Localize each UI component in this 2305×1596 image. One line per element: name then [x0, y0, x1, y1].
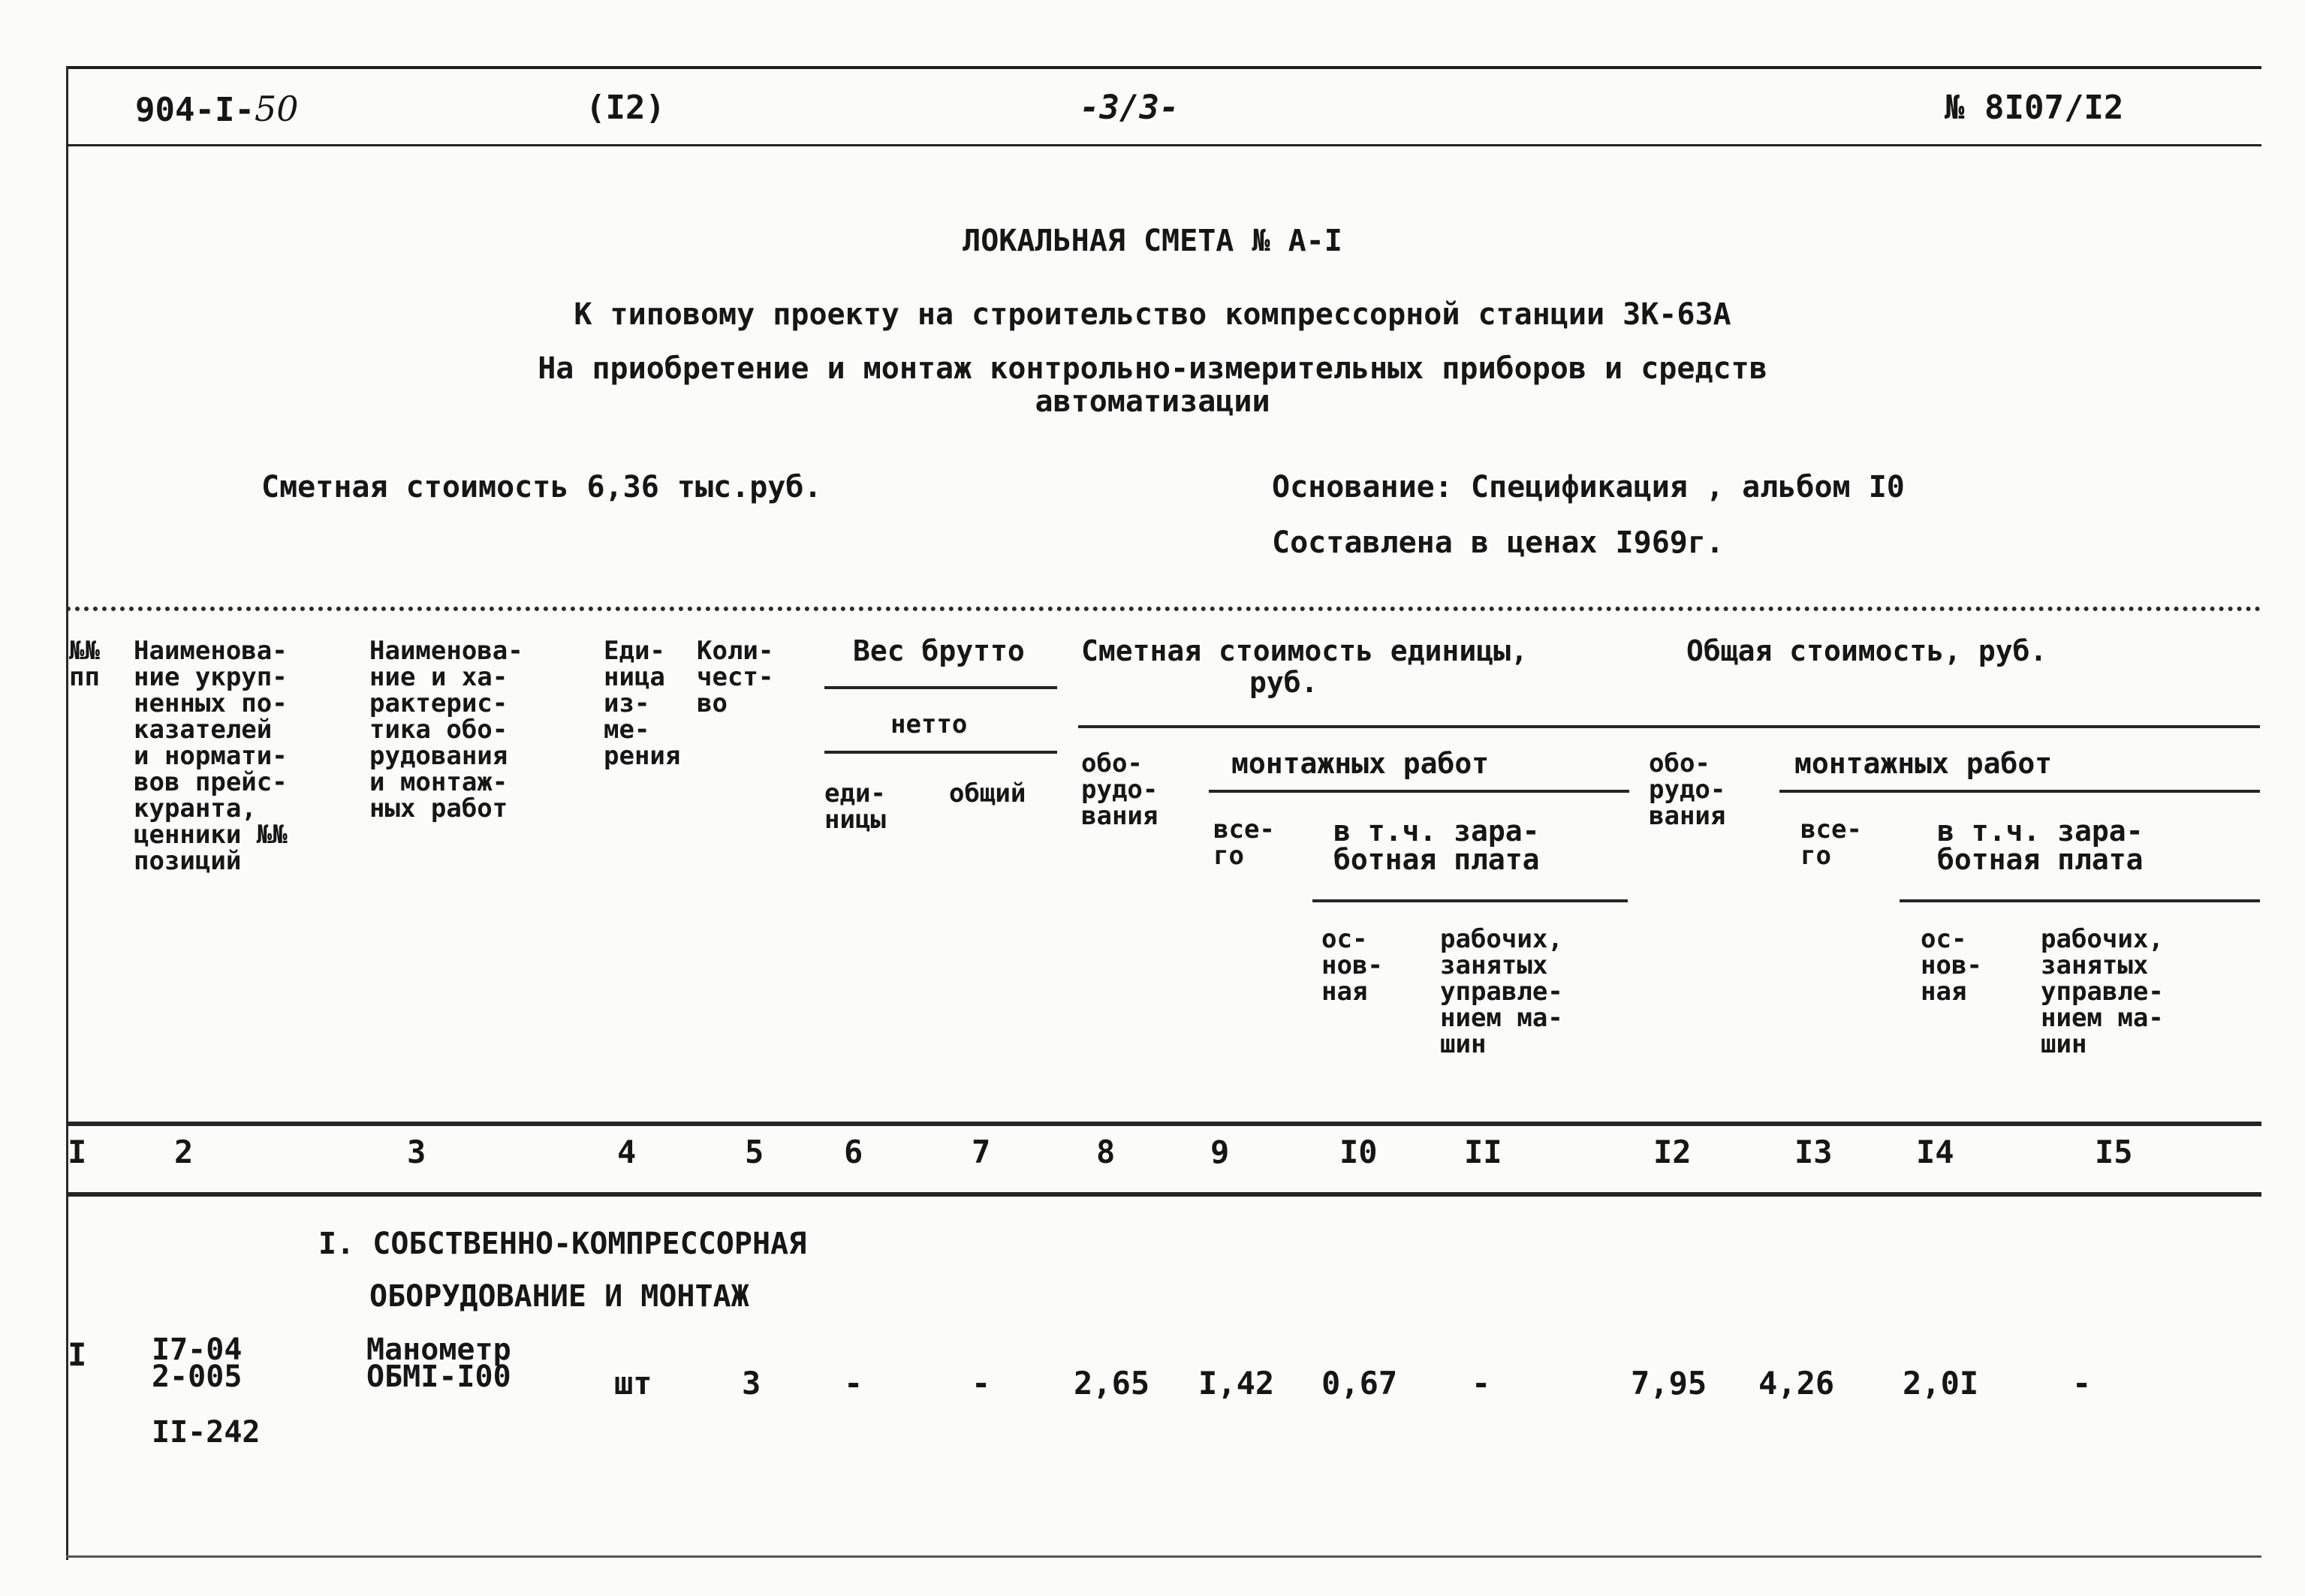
- col-header-1: №№ пп: [69, 636, 100, 692]
- incl-salary-rule-2: [1900, 899, 2260, 902]
- sheet-part: (I2): [586, 89, 665, 127]
- sheet-bottom-border: [66, 1555, 2261, 1558]
- mount-works-header: монтажных работ: [1231, 747, 1490, 780]
- mount-works-rule-2: [1779, 790, 2260, 793]
- header-rule: [66, 144, 2261, 146]
- item-name-2: ОБМI-I00: [366, 1360, 511, 1394]
- incl-salary-header-2: в т.ч. зара- ботная плата: [1937, 815, 2144, 876]
- table-top-rule: [66, 607, 2261, 611]
- unit-cost-group-header-2: руб.: [1249, 666, 1318, 699]
- unit-mount-machine-salary: -: [1472, 1365, 1491, 1402]
- col-header-5: Коли- чест- во: [697, 636, 774, 718]
- col-number: I4: [1916, 1134, 1954, 1170]
- col-header-9: все- го: [1213, 815, 1275, 871]
- weight-total: -: [972, 1365, 991, 1402]
- col-header-11: рабочих, занятых управле- нием ма- шин: [1440, 924, 1563, 1059]
- total-equipment-cost: 7,95: [1631, 1365, 1707, 1402]
- total-cost-group-header: Общая стоимость, руб.: [1686, 634, 2047, 667]
- total-machine-salary: -: [2072, 1365, 2092, 1402]
- col-header-13: все- го: [1800, 815, 1862, 871]
- header-bottom-rule: [66, 1122, 2261, 1126]
- doc-subtitle-3: автоматизации: [1035, 384, 1270, 419]
- total-mount-cost: 4,26: [1758, 1365, 1835, 1402]
- col-number: 4: [617, 1134, 637, 1170]
- col-header-15: рабочих, занятых управле- нием ма- шин: [2041, 924, 2164, 1059]
- col-number: I3: [1794, 1134, 1833, 1170]
- estimated-cost: Сметная стоимость 6,36 тыс.руб.: [261, 470, 822, 504]
- incl-salary-header: в т.ч. зара- ботная плата: [1333, 815, 1540, 876]
- quantity: 3: [742, 1365, 761, 1402]
- unit-equipment-cost: 2,65: [1074, 1365, 1150, 1402]
- col-header-14: ос- нов- ная: [1921, 924, 1982, 1007]
- col-number: 8: [1096, 1134, 1116, 1170]
- col-number: I: [68, 1134, 87, 1170]
- row-number: I: [68, 1336, 87, 1373]
- doc-subtitle-2: На приобретение и монтаж контрольно-измерительных приборов и средств: [538, 351, 1767, 386]
- col-header-12: обо- рудо- вания: [1649, 748, 1726, 831]
- doc-code-suffix: 50: [254, 89, 299, 129]
- unit: шт: [614, 1365, 652, 1402]
- price-code-1: I7-04: [152, 1333, 243, 1367]
- doc-code: [135, 89, 299, 129]
- cost-groups-rule: [1078, 725, 2260, 728]
- col-number: 6: [844, 1134, 863, 1170]
- col-header-6: еди- ницы: [824, 778, 886, 835]
- weight-unit: -: [844, 1365, 863, 1402]
- col-header-4: Еди- ница из- ме- рения: [604, 636, 681, 771]
- col-number: II: [1464, 1134, 1502, 1170]
- total-base-salary: 2,0I: [1903, 1365, 1979, 1402]
- col-header-10: ос- нов- ная: [1321, 924, 1383, 1007]
- basis: Основание: Спецификация , альбом I0: [1272, 470, 1905, 504]
- page-number: -3/3-: [1080, 89, 1180, 127]
- col-header-2: Наименова- ние укруп- ненных по- казателей и нормати- вов прейс- куранта, ценники №№ позиций: [134, 636, 288, 876]
- section-subtitle: ОБОРУДОВАНИЕ И МОНТАЖ: [369, 1279, 749, 1314]
- price-code-2: 2-005: [152, 1360, 243, 1394]
- unit-mount-total: I,42: [1198, 1365, 1275, 1402]
- netto-rule: [824, 751, 1057, 754]
- col-number: 3: [407, 1134, 426, 1170]
- price-basis: Составлена в ценах I969г.: [1272, 525, 1725, 560]
- sheet-top-border: [66, 66, 2261, 69]
- mount-works-rule: [1209, 790, 1629, 793]
- col-header-7: общий: [949, 778, 1026, 809]
- unit-cost-group-header: Сметная стоимость единицы,: [1081, 634, 1528, 667]
- col-number: 5: [745, 1134, 764, 1170]
- col-header-8: обо- рудо- вания: [1081, 748, 1159, 831]
- col-number: I2: [1653, 1134, 1692, 1170]
- section-title: I. СОБСТВЕННО-КОМПРЕССОРНАЯ: [318, 1227, 807, 1261]
- netto-header: нетто: [890, 709, 968, 739]
- weight-group-rule: [824, 686, 1057, 689]
- doc-title: ЛОКАЛЬНАЯ СМЕТА № А-I: [963, 224, 1342, 258]
- item-name-1: Манометр: [366, 1333, 511, 1367]
- col-number: 9: [1210, 1134, 1230, 1170]
- col-number-rule: [66, 1192, 2261, 1197]
- weight-group-header: Вес брутто: [853, 634, 1025, 667]
- col-number: I5: [2095, 1134, 2133, 1170]
- order-number: № 8I07/I2: [1945, 89, 2124, 127]
- incl-salary-rule: [1312, 899, 1628, 902]
- col-header-3: Наименова- ние и ха- рактерис- тика обо- рудования и монтаж- ных работ: [369, 636, 523, 824]
- doc-subtitle-1: К типовому проекту на строительство компрессорной станции ЗК-63А: [574, 297, 1731, 332]
- col-number: 2: [174, 1134, 194, 1170]
- col-number: I0: [1339, 1134, 1378, 1170]
- col-number: 7: [972, 1134, 991, 1170]
- mount-works-header-2: монтажных работ: [1794, 747, 2053, 780]
- price-code-3: II-242: [152, 1415, 261, 1450]
- doc-code-prefix: 904-I-: [135, 91, 255, 129]
- unit-mount-base-salary: 0,67: [1321, 1365, 1398, 1402]
